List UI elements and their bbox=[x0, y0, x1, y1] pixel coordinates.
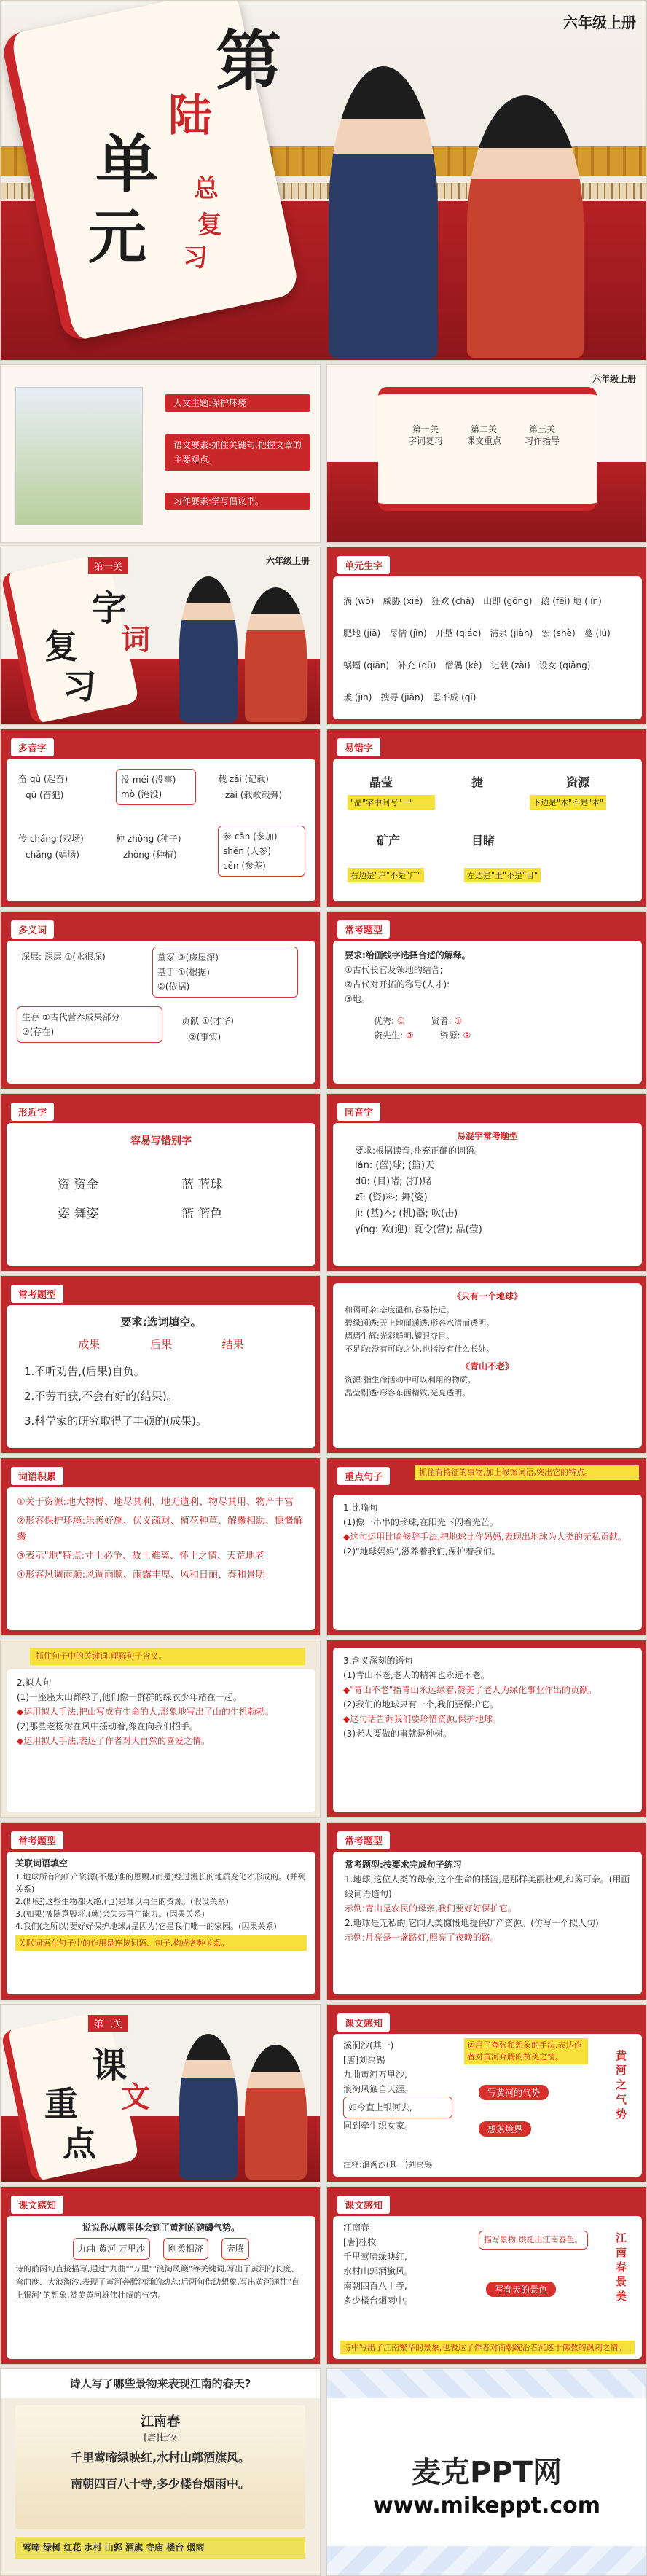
question: 要求:选词填空。 bbox=[120, 1315, 202, 1328]
content-card bbox=[333, 1852, 642, 1994]
title-char: 复 bbox=[197, 211, 222, 240]
char-row: 蜗蝠 (qiān) 补充 (qǔ) 僧偶 (kè) 记载 (zài) 设女 (qiǎng) bbox=[343, 660, 591, 670]
grade-label: 六年级上册 bbox=[563, 14, 636, 31]
section-tag: 第二关 bbox=[88, 2015, 128, 2032]
section-tag: 课文感知 bbox=[11, 2196, 63, 2214]
content-card bbox=[333, 576, 642, 719]
reading-item: zhòng (种植) bbox=[123, 850, 177, 860]
analysis: ◆这句话告诉我们要珍惜资源,保护地球。 bbox=[343, 1714, 502, 1724]
section-tag: 同音字 bbox=[337, 1103, 380, 1121]
annotation: 运用了夸张和想象的手法,表达作者对黄河奔腾的赞美之情。 bbox=[464, 2038, 588, 2064]
exercise-line: 3.(如果)被随意毁坏,(就)会失去再生能力。(因果关系) bbox=[15, 1909, 205, 1919]
reading-item: 种 zhǒng (种子) bbox=[116, 834, 181, 844]
card-title: 说说你从哪里体会到了黄河的磅礴气势。 bbox=[82, 2223, 240, 2233]
char-pair: 蓝 蓝球 bbox=[181, 1178, 223, 1192]
poem-text: 溪洞沙(其一) [唐]刘禹锡 九曲黄河万里沙, 浪淘风簸自天涯。 如今直上银河去, 同到牵牛织女家。 bbox=[343, 2038, 452, 2133]
answer-line: jì: (基)本; (机)器; 吹(击) bbox=[355, 1208, 458, 1219]
slide-poem-jiangnan[interactable] bbox=[326, 2186, 647, 2365]
content-card bbox=[7, 1487, 315, 1630]
sentence: (3)老人要做的事就是种树。 bbox=[343, 1729, 452, 1739]
title-char: 习 bbox=[183, 243, 208, 273]
reading-item: qū (奋犯) bbox=[26, 790, 64, 800]
slide-word-bank[interactable] bbox=[0, 1457, 321, 1636]
title-char: 词 bbox=[121, 622, 150, 657]
section-tag: 常考题型 bbox=[337, 1831, 390, 1849]
slide-key-sentences[interactable] bbox=[326, 1457, 647, 1636]
meaning: ②(事实) bbox=[189, 1032, 221, 1042]
pattern-strip bbox=[327, 2546, 646, 2575]
girl-illustration bbox=[467, 95, 584, 358]
content-card bbox=[7, 1123, 315, 1266]
reading-item: 传 chǎng (戏场) bbox=[18, 834, 84, 844]
section-tag: 常考题型 bbox=[11, 1831, 63, 1849]
card-title: 诗人写了哪些景物来表现江南的春天? bbox=[1, 2369, 320, 2398]
reading-item: 奋 qù (起奋) bbox=[18, 774, 68, 784]
card-title: 易混字常考题型 bbox=[456, 1131, 518, 1141]
tip: 抓住有特征的事物,加上修饰词语,突出它的特点。 bbox=[415, 1465, 639, 1480]
brand-panel bbox=[326, 2368, 647, 2576]
slide-new-characters[interactable] bbox=[326, 547, 647, 725]
annotation-pill: 写春天的景色 bbox=[486, 2282, 556, 2297]
meaning: 碧绿通透:天上地面通透,形容水清而透明。 bbox=[345, 1318, 495, 1328]
title-char: 单 bbox=[95, 128, 158, 201]
content-card bbox=[333, 2034, 642, 2177]
exercise-line: 1.地球所有的矿产资源(不是)谁的恩赐,(而是)经过漫长的地质变化才形成的。(并列关系) bbox=[15, 1872, 306, 1894]
slide-conjunctions[interactable] bbox=[0, 1822, 321, 2000]
slide-homophones[interactable] bbox=[326, 1093, 647, 1272]
grade-label: 六年级上册 bbox=[265, 556, 310, 566]
slide-deep-sentences[interactable] bbox=[326, 1640, 647, 1818]
poem-card bbox=[15, 2405, 305, 2529]
answer-line: 1.不听劝告,(后果)自负。 bbox=[24, 1365, 145, 1378]
sentence: (2)那些老杨树在风中摇动着,像在向我们招手。 bbox=[17, 1721, 198, 1731]
title-char: 复 bbox=[44, 627, 78, 666]
content-card bbox=[7, 1305, 315, 1448]
slide-section-two[interactable] bbox=[0, 2004, 321, 2182]
exercise-line: 1.地球,这位人类的母亲,这个生命的摇篮,是那样美丽壮观,和蔼可亲。(用画线词语造句) bbox=[345, 1874, 630, 1899]
blank[interactable]: 贤者: bbox=[431, 1016, 452, 1026]
title-char: 第 bbox=[216, 23, 281, 100]
grade-label: 六年级上册 bbox=[592, 374, 636, 384]
tip: 关联词语在句子中的作用是连接词语、句子,构成各种关系。 bbox=[15, 1935, 307, 1951]
sentence: (2)"地球妈妈",滋养着我们,保护着我们。 bbox=[343, 1546, 501, 1557]
slide-personification[interactable] bbox=[0, 1640, 321, 1818]
word: 捷 bbox=[471, 775, 484, 789]
tip: 左边是"王"不是"目" bbox=[464, 868, 541, 882]
slide-polyphonic[interactable] bbox=[0, 729, 321, 907]
sentence: (1)像一串串的珍珠,在阳光下闪着光芒。 bbox=[343, 1517, 498, 1527]
word-group: ④形容风调雨顺:风调雨顺、雨露丰厚、风和日丽、春和景明 bbox=[17, 1570, 266, 1581]
title-char: 文 bbox=[121, 2080, 150, 2114]
answer-line: dū: (目)睹; (打)赌 bbox=[355, 1176, 432, 1187]
title-char: 习 bbox=[63, 667, 96, 706]
word-option: 后果 bbox=[149, 1338, 172, 1351]
poem-author: [唐]杜牧 bbox=[144, 2432, 177, 2443]
card-title: 常考题型:按要求完成句子练习 bbox=[345, 1860, 462, 1870]
title-char: 点 bbox=[63, 2124, 96, 2164]
meaning: 晶莹剔透:形容东西精致,光亮透明。 bbox=[345, 1388, 471, 1398]
section-tag: 常考题型 bbox=[11, 1285, 63, 1303]
example-answer: 示例:青山是农民的母亲,我们要好好保护它。 bbox=[345, 1903, 517, 1914]
section-tag: 形近字 bbox=[11, 1103, 54, 1121]
char-row: 玻 (jìn) 搜寻 (jiān) 思不成 (qī) bbox=[343, 692, 477, 702]
card-title: 关联词语填空 bbox=[15, 1858, 68, 1868]
blank[interactable]: 资源: bbox=[439, 1030, 460, 1041]
word-option: 成果 bbox=[78, 1338, 101, 1351]
char-row: 肥地 (jiā) 尽情 (jìn) 开垦 (qiáo) 清泉 (jiàn) 宏 (shè) 蔓 (lú) bbox=[343, 628, 611, 638]
content-card bbox=[333, 759, 642, 901]
example-answer: 示例:月亮是一盏路灯,照亮了夜晚的路。 bbox=[345, 1933, 499, 1943]
sentence: 1.比喻句 bbox=[343, 1503, 378, 1513]
section-tag: 重点句子 bbox=[337, 1467, 390, 1485]
section-tag: 多音字 bbox=[11, 738, 54, 756]
reading-item: 载 zǎi (记载) bbox=[218, 774, 269, 784]
title-char: 元 bbox=[88, 203, 146, 271]
word-group: ①关于资源:地大物博、地尽其利、地无遗利、物尽其用、物产丰富 bbox=[17, 1497, 294, 1508]
analysis: ◆这句运用比喻修辞手法,把地球比作妈妈,表现出地球为人类的无私贡献。 bbox=[343, 1532, 627, 1542]
keyword: 刚柔相济 bbox=[163, 2238, 208, 2260]
blank[interactable]: 优秀: bbox=[374, 1016, 395, 1026]
answer-line: zī: (资)料; 舞(姿) bbox=[355, 1192, 428, 1203]
section-tag: 课文感知 bbox=[337, 2196, 390, 2214]
answer-line: yíng: 欢(迎); 夏令(营); 晶(莹) bbox=[355, 1224, 482, 1235]
poem-line: 南朝四百八十寺,多少楼台烟雨中。 bbox=[70, 2477, 251, 2491]
word-group: ③表示"地"特点:寸土必争、故土难离、怀土之情、天荒地老 bbox=[17, 1551, 264, 1562]
slide-jiangnan-scenery[interactable] bbox=[0, 2368, 321, 2576]
overview-item: 习作要素:学写倡议书。 bbox=[165, 493, 310, 510]
question: 要求:根据读音,补充正确的词语。 bbox=[355, 1146, 483, 1156]
section-tag: 易错字 bbox=[337, 738, 380, 756]
word: 目睹 bbox=[471, 834, 495, 847]
overview-item: 人文主题:保护环境 bbox=[165, 394, 310, 412]
title-char: 重 bbox=[44, 2084, 78, 2123]
blank[interactable]: 资先生: bbox=[374, 1030, 404, 1041]
exercise-line: 2.地球是无私的,它向人类慷慨地提供矿产资源。(仿写一个拟人句) bbox=[345, 1918, 599, 1928]
scenery-keywords: 莺啼 绿树 红花 水村 山郭 酒旗 寺庙 楼台 烟雨 bbox=[15, 2537, 305, 2559]
reading-item: zài (载歌载舞) bbox=[225, 790, 283, 800]
meaning: 资源:指生命活动中可以利用的物质。 bbox=[345, 1375, 476, 1385]
title-char: 陆 bbox=[168, 90, 212, 141]
contents-item[interactable]: 第三关 习作指导 bbox=[524, 424, 560, 446]
content-card bbox=[333, 2216, 642, 2359]
slide-polysemy[interactable] bbox=[0, 911, 321, 1089]
char-pair: 篮 篮色 bbox=[181, 1207, 223, 1221]
sentence: 2.拟人句 bbox=[17, 1677, 52, 1688]
char-pair: 资 资金 bbox=[58, 1178, 99, 1192]
card-title: 《青山不老》 bbox=[460, 1361, 514, 1371]
section-tag: 词语积累 bbox=[11, 1467, 63, 1485]
word: 晶莹 bbox=[369, 775, 393, 789]
title-char: 字 bbox=[92, 588, 128, 629]
meaning: 深层: 深层 ①(水很深) bbox=[21, 952, 106, 962]
meaning: 和蔼可亲:态度温和,容易接近。 bbox=[345, 1305, 455, 1315]
question: 要求:给画线字选择合适的解释。 bbox=[345, 950, 471, 960]
contents-item[interactable]: 第一关 字词复习 bbox=[407, 424, 443, 446]
side-title: 江南春景美 bbox=[616, 2231, 627, 2303]
slide-section-one[interactable] bbox=[0, 547, 321, 725]
section-tag: 第一关 bbox=[88, 557, 128, 574]
highlight-box: 墓冢 ②(房屋深) 基于 ①(根据) ②(依据) bbox=[152, 947, 298, 998]
content-card bbox=[7, 759, 315, 901]
content-card bbox=[7, 1852, 315, 1994]
answer-line: 2.不劳而获,不会有好的(结果)。 bbox=[24, 1390, 178, 1403]
title-char: 课 bbox=[92, 2045, 128, 2086]
slide-fill-words[interactable] bbox=[0, 1275, 321, 1454]
pattern-strip bbox=[327, 2369, 646, 2398]
slide-error-prone[interactable] bbox=[326, 729, 647, 907]
analysis: ◆运用拟人手法,表达了作者对大自然的喜爱之情。 bbox=[17, 1736, 211, 1746]
reading-item: chāng (娼场) bbox=[26, 850, 79, 860]
word-group: ②形容保护环境:乐善好施、伏义疏财、植花种草、解囊相助、慷慨解囊 bbox=[17, 1516, 304, 1543]
word-option: 结果 bbox=[221, 1338, 244, 1351]
slide-exercise-1[interactable] bbox=[326, 911, 647, 1089]
card-title: 容易写错别字 bbox=[130, 1135, 192, 1147]
sentence: (2)我们的地球只有一个,我们要保护它。 bbox=[343, 1699, 498, 1710]
poem-text: 江南春 [唐]杜牧 千里莺啼绿映红, 水村山郭酒旗风。 南朝四百八十寺, 多少楼台烟雨中。 bbox=[343, 2223, 414, 2306]
char-pair: 姿 舞姿 bbox=[58, 1207, 99, 1221]
meaning: 不足取:没有可取之处,也指没有什么长处。 bbox=[345, 1344, 495, 1354]
girl-illustration bbox=[245, 587, 307, 722]
sentence: (1)青山不老,老人的精神也永远不老。 bbox=[343, 1670, 490, 1680]
answer-line: lán: (蓝)球; (篮)天 bbox=[355, 1160, 435, 1171]
slide-poem-analysis[interactable] bbox=[0, 2186, 321, 2365]
title-char: 总 bbox=[194, 174, 219, 203]
content-card: 要求:给画线字选择合适的解释。 ①古代长官及领地的结合; ②古代对开拓的称号(人才): ③地。 优秀: ① 贤者: ① 资先生: ② 资源: ③ bbox=[333, 941, 642, 1084]
boy-illustration bbox=[329, 66, 438, 358]
slide-poem-langtaosha[interactable] bbox=[326, 2004, 647, 2182]
section-tag: 单元生字 bbox=[337, 556, 390, 574]
tip: 右边是"户"不是"广" bbox=[348, 868, 424, 882]
poem-title: 江南春 bbox=[141, 2414, 180, 2430]
exercise-line: 2.(即使)这些生物都灭绝,(也)是难以再生的资源。(假设关系) bbox=[15, 1897, 229, 1906]
overview-item: 语文要素:抓住关键句,把握文章的主要观点。 bbox=[165, 434, 310, 471]
highlight-box: 参 cān (参加) shēn (人参) cēn (参差) bbox=[218, 826, 305, 877]
book-image bbox=[15, 387, 143, 525]
slide-word-meanings[interactable] bbox=[326, 1275, 647, 1454]
content-card bbox=[333, 1495, 642, 1630]
content-card bbox=[7, 1669, 315, 1812]
char-row: 涡 (wō) 威胁 (xié) 狂欢 (chā) 山即 (gōng) 鹅 (fēi) 地 (lín) bbox=[343, 596, 602, 606]
option: ①古代长官及领地的结合; bbox=[345, 965, 443, 975]
poem-line: 千里莺啼绿映红,水村山郭酒旗风。 bbox=[70, 2451, 251, 2465]
analysis: 诗的前两句直接描写,通过"九曲""万里""浪淘风簸"等关键词,写出了黄河的长度、弯曲度、大浪淘沙,表现了黄河奔腾汹涌的动态;后两句借助想象,写出黄河通往"直上银河"的想象,赞美黄河雄伟壮阔的气势。 bbox=[15, 2264, 299, 2300]
section-tag: 常考题型 bbox=[337, 920, 390, 939]
analysis: ◆"青山不老"指青山永远绿着,赞美了老人为绿化事业作出的贡献。 bbox=[343, 1685, 597, 1695]
card-title: 《只有一个地球》 bbox=[452, 1291, 522, 1301]
contents-item[interactable]: 第二关 课文重点 bbox=[466, 424, 501, 446]
contents-scroll bbox=[378, 387, 597, 511]
sentence: 3.含义深刻的语句 bbox=[343, 1656, 413, 1666]
keyword: 奔腾 bbox=[221, 2238, 249, 2260]
keyword: 九曲 黄河 万里沙 bbox=[73, 2238, 150, 2260]
slide-similar-chars[interactable] bbox=[0, 1093, 321, 1272]
brand-name: 麦克PPT网 bbox=[412, 2456, 562, 2489]
brand-url[interactable]: www.mikeppt.com bbox=[373, 2493, 600, 2518]
sentence: (1)一座座大山都绿了,他们像一群群的绿衣少年站在一起。 bbox=[17, 1692, 242, 1702]
slide-sentence-practice[interactable] bbox=[326, 1822, 647, 2000]
boy-illustration bbox=[179, 576, 238, 722]
section-tag: 课文感知 bbox=[337, 2013, 390, 2032]
content-card bbox=[333, 1648, 642, 1812]
content-card bbox=[7, 2216, 315, 2359]
content-card bbox=[333, 1123, 642, 1266]
footnote: 注释:浪淘沙(其一)刘禹锡 bbox=[343, 2160, 433, 2169]
highlight-box: 生存 ①古代营养成果部分 ②(存在) bbox=[17, 1006, 162, 1043]
section-tag: 多义词 bbox=[11, 920, 54, 939]
content-card bbox=[7, 941, 315, 1084]
slide-unit-overview[interactable] bbox=[0, 364, 321, 543]
footnote: 诗中写出了江南繁华的景象,也表达了作者对南朝统治者沉迷于佛教的讽刺之情。 bbox=[340, 2341, 635, 2354]
meaning: 熠熠生辉:光彩鲜明,耀眼夺目。 bbox=[345, 1331, 455, 1341]
answer-line: 3.科学家的研究取得了丰硕的(成果)。 bbox=[24, 1414, 208, 1428]
tip: 下边是"木"不是"本" bbox=[530, 795, 606, 810]
analysis: ◆运用拟人手法,把山写成有生命的人,形象地写出了山的生机勃勃。 bbox=[17, 1707, 274, 1717]
annotation: 描写景物,烘托出江南春色。 bbox=[479, 2231, 588, 2250]
tip: 抓住句子中的关键词,理解句子含义。 bbox=[30, 1648, 305, 1665]
side-title: 黄河之气势 bbox=[616, 2049, 627, 2121]
word: 资源 bbox=[566, 775, 590, 789]
slide-cover[interactable] bbox=[0, 0, 647, 361]
option: ③地。 bbox=[345, 994, 370, 1004]
annotation-pill: 想象境界 bbox=[479, 2121, 531, 2137]
girl-illustration bbox=[245, 2045, 307, 2180]
exercise-line: 4.我们(之所以)要好好保护地球,(是因为)它是我们唯一的家园。(因果关系) bbox=[15, 1922, 277, 1931]
annotation-pill: 写黄河的气势 bbox=[479, 2085, 549, 2100]
meaning: 贡献 ①(才华) bbox=[181, 1016, 234, 1026]
tip: "晶"字中间写"一" bbox=[348, 795, 435, 810]
content-card bbox=[333, 1283, 642, 1448]
boy-illustration bbox=[179, 2034, 238, 2180]
slide-contents[interactable] bbox=[326, 364, 647, 543]
word: 矿产 bbox=[377, 834, 401, 847]
highlight-box: 没 méi (没事) mò (淹没) bbox=[116, 769, 196, 805]
option: ②古代对开拓的称号(人才): bbox=[345, 979, 450, 990]
